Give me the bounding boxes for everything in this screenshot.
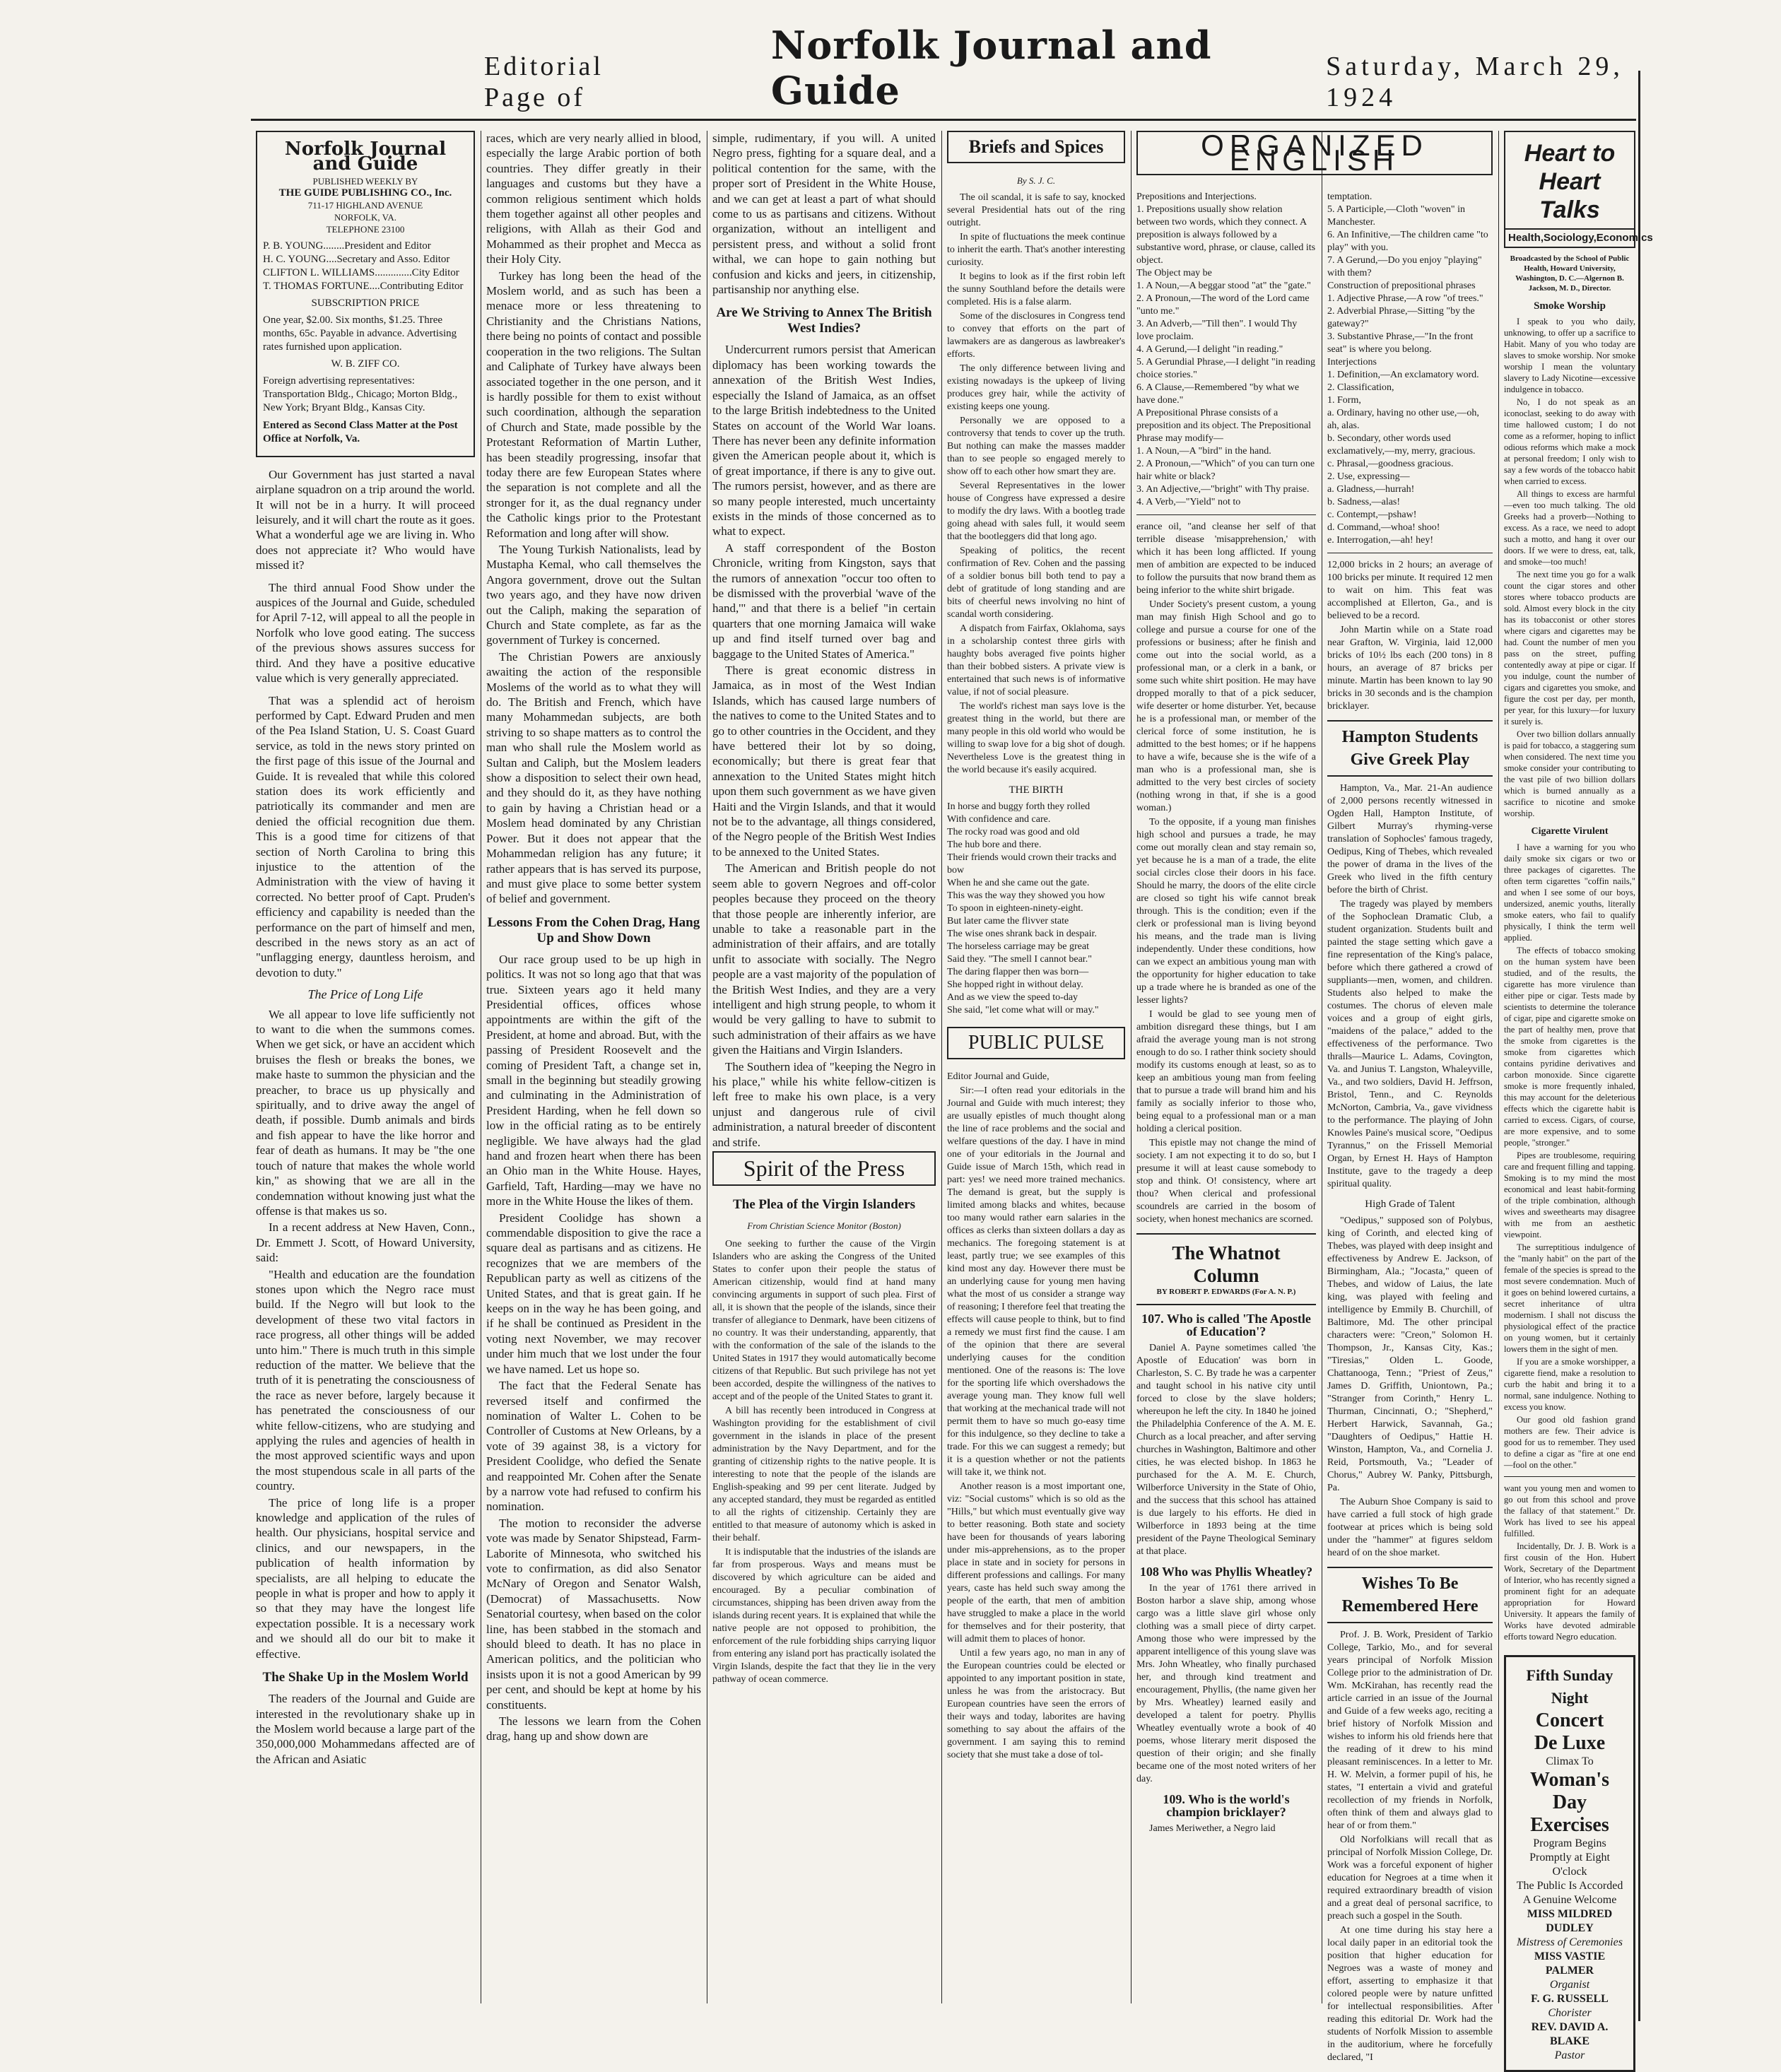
- headline-annex-west-indies: Are We Striving to Annex The British West Indies?: [716, 305, 932, 336]
- paragraph: The Christian Powers are anxiously awaiting the action of the responsible Moslems of the world as to what they will do. The British and French, which have many Mohammedan subjects, are both striving to so shape matters as to control the man who shall rule the Moslem world as Sultan and Caliph, but the Moslem leaders show a disposition to select their own head, and they should do it, as they have nothing to gain by having a Christian head or a Moslem head dominated by any Christian Power. But it does not appear that the Mohammedan religion has any future; it rather appears that is has served its purpose, and must give place to some better system of belief and government.: [486, 649, 701, 906]
- paragraph: At one time during his stay here a local daily paper in an editorial took the position that higher education for Negroes was a waste of money and effort, asserting to emphasize it that colored people were by nature unfitted for intellectual responsibilities. After reading this editorial Dr. Work had the students of Norfolk Mission to assemble in the auditorium, where he forcefully declared, "I: [1327, 1925, 1493, 2063]
- concert-line: Organist: [1549, 1979, 1590, 1991]
- masthead-left: Editorial Page of: [484, 52, 604, 112]
- whatnot-column-header: [1136, 1233, 1316, 1305]
- paragraph: Our good old fashion grand mothers are few. Their advice is good for us to remember. They used to define a cigar as "fire at one end—fool on the other.": [1504, 1415, 1635, 1470]
- telephone: TELEPHONE 23100: [326, 223, 405, 235]
- nameplate-box: [256, 131, 475, 457]
- headline-price-of-long-life: The Price of Long Life: [307, 987, 423, 1002]
- staff-line: T. THOMAS FORTUNE....Contributing Editor: [263, 280, 464, 292]
- paragraph: A bill has recently been introduced in Congress at Washington providing for the establishment of civil government in the islands in place of the present administration by the Navy Department, and for the granting of citizenship rights to the native people. It is interesting to note that the people of the islands are English-speaking and 99 per cent literate. Judged by any accepted standard, they must be regarded as entitled to all the rights of citizenship. Certainly they are entitled to that measure of autonomy which is asked in their behalf.: [712, 1405, 936, 1543]
- salutation: Editor Journal and Guide,: [947, 1071, 1050, 1082]
- headline-wishes-remembered: Wishes To Be Remembered Here: [1327, 1567, 1493, 1623]
- paragraph: The only difference between living and existing nowadays is the upkeep of living produces grey hair, while the activity of existing keeps one young.: [947, 363, 1125, 412]
- headline-hampton-greek-play: Hampton Students Give Greek Play: [1327, 720, 1493, 777]
- paragraph: Daniel A. Payne sometimes called 'the Apostle of Education' was born in Charleston, S. C. By trade he was a carpenter and taught school in his native city until forced to close by the slave holders; whereupon he left the city. In 1840 he joined the Philadelphia Conference of the A. M. E. Church as a local preacher, and after serving churches in Washington, Baltimore and other cities, he was elected bishop. In 1863 he purchased for the A. M. E. Church, Wilberforce University in the State of Ohio, and the success that this school has attained is due largely to his efforts. He died in Wilberforce in 1893 being at the time president of the Payne Theological Seminary at that place.: [1136, 1343, 1316, 1557]
- column-rule: [1498, 131, 1499, 2003]
- organized-english-header: ORGANIZED ENGLISH: [1136, 131, 1493, 175]
- publisher: THE GUIDE PUBLISHING CO., Inc.: [278, 187, 452, 199]
- paragraph: Prof. J. B. Work, President of Tarkio College, Tarkio, Mo., and for several years principal of Norfolk Mission College prior to the administration of Dr. Wm. McKirahan, has recently read the article carried in an issue of the Journal and Guide of a few weeks ago, reciting a brief history of Norfolk Mission and wishes to inform his old friends here that the reading of it drew to his mind pleasant reminiscences. In a letter to Mr. H. W. Melvin, a former pupil of his, he states, "I entertain a vivid and grateful recollection of my friends in Norfolk, often think of them and always glad to hear of or from them.": [1327, 1630, 1493, 1831]
- staff-line: P. B. YOUNG........President and Editor: [263, 240, 431, 252]
- staff-line: H. C. YOUNG....Secretary and Asso. Editor: [263, 253, 450, 265]
- column-rule: [1131, 131, 1132, 2003]
- question-107: 107. Who is called 'The Apostle of Education'?: [1141, 1312, 1311, 1338]
- paragraph: Undercurrent rumors persist that American diplomacy has been working towards the annexation of the British West Indies, especially the Island of Jamaica, as an offset to the large British indebtedness to the United States on account of the World War loans. There has never been any definite information given the American people about it, which is of great importance, if there is any to give out. The rumors persist, however, and as there are so many people interested, much uncertainty exists in the minds of those concerned as to what to expect.: [712, 343, 936, 538]
- concert-line: Fifth Sunday Night: [1526, 1666, 1614, 1707]
- paragraph: simple, rudimentary, if you will. A united Negro press, fighting for a square deal, and a political contention for the same, with the proper sort of President in the White House, and we can get at least a part of what should come to us as partisans and citizens. Without organization, without an intelligent and persistent press, and without a solid front withal, we can hope to gain nothing but confusion and kicks and jeers, in citizenship, partisanship nor anything else.: [712, 131, 936, 297]
- paragraph: James Meriwether, a Negro laid: [1149, 1823, 1276, 1834]
- paragraph: "Health and education are the foundation stones upon which the Negro race must build. If the Negro will but look to the development of these two vital factors in race progress, all other things will be added unto him." There is much truth in this simple reduction of the matter. We believe that the truth of it is penetrating the consciousness of the race as never before, largely because it has penetrated the consciousness of our white fellow-citizens, who are studying and applying the rules and agencies of health in the most approved scientific ways and upon the most stupendous scale in all parts of the country.: [256, 1267, 475, 1493]
- heart-to-heart-header: Heart to Heart Talks: [1504, 131, 1635, 230]
- headline-cigarette-virulent: Cigarette Virulent: [1531, 826, 1609, 837]
- briefs-and-spices-header: Briefs and Spices: [947, 131, 1125, 163]
- paragraph: A dispatch from Fairfax, Oklahoma, says in a scholarship contest three girls with haughty bobs averaged five points higher than their bobbed sisters. A private view is entertained that such news is of informative value, if not of social pleasure.: [947, 623, 1125, 697]
- byline: BY ROBERT P. EDWARDS (For A. N. P.): [1156, 1288, 1296, 1296]
- poem-title: THE BIRTH: [1009, 784, 1064, 796]
- concert-line: Concert: [1535, 1709, 1604, 1731]
- broadcast-note: Broadcasted by the School of Public Health, Howard University, Washington, D. C.—Algernon B. Jackson, M. D., Director.: [1510, 254, 1630, 293]
- city: NORFOLK, VA.: [334, 211, 396, 223]
- masthead: [251, 23, 1636, 113]
- paragraph: There is great economic distress in Jamaica, as in most of the West Indian Islands, which has caused large numbers of the natives to come to the United States and to go to other countries in the Occident, and they have bettered their lot by so doing, economically; but there is great fear that annexation to the United States might hitch upon them such government as we have given Haiti and the Virgin Islands, and that it would not be to the advantage, all things considered, of the Negro people of the British West Indies to be annexed to the United States.: [712, 664, 936, 859]
- heart-to-heart-subtitle: Health,Sociology,Economics: [1504, 230, 1635, 248]
- paragraph: Sir:—I often read your editorials in the Journal and Guide with much interest; they are usually epistles of much thought along the line of race problems and the social and welfare questions of the day. I have in mind one of your editorials in the Journal and Guide issue of March 15th, which read in part: yes! we need more trained mechanics. The demand is great, but the supply is limited among blacks and whites, because too many would rather earn salaries in the offices as clerks than sixteen dollars a day as mechanics. The foregoing statement is at least, partly true; we see examples of this kind most any day. However there must be an underlying cause for young men having what the most of us consider a strange way of reasoning; I therefore feel that treating the effects will cause people to think, but to find a remedy we must first find the cause. I am of the opinion that there are several underlying causes for the condition mentioned. One of the reasons is: The love for the sporting life which overshadows the average young man. They know full well that working at the mechanical trade will not permit them to have so much go-easy time for this indulgence, so they decline to take a trade. For this we can suggest a remedy; but it is a question whether or not the patients will take it, we think not.: [947, 1085, 1125, 1478]
- paragraph: In spite of fluctuations the meek continue to inherit the earth. That's another interesting curiosity.: [947, 232, 1125, 268]
- column-rule: [941, 131, 942, 2003]
- subscription-head: SUBSCRIPTION PRICE: [311, 297, 420, 309]
- question-108: 108 Who was Phyllis Wheatley?: [1139, 1565, 1313, 1579]
- paragraph: Some of the disclosures in Congress tend to convey that efforts on the part of lawmakers are as dangerous as lawbreaker's efforts.: [947, 311, 1125, 360]
- concert-line: MISS VASTIE PALMER: [1534, 1950, 1606, 1977]
- column-1: [256, 131, 475, 2011]
- paragraph: The Auburn Shoe Company is said to have carried a full stock of high grade footwear at prices which is being sold under the "hammer" at figures seldom heard of on the shoe market.: [1327, 1497, 1493, 1558]
- right-edge-rule: [1638, 71, 1640, 2021]
- concert-line: Exercises: [1530, 1814, 1609, 1836]
- paragraph: 12,000 bricks in 2 hours; an average of 100 bricks per minute. It required 12 men to wait on him. This feat was accomplished at Ellerton, Ga., and is believed to be a record.: [1327, 560, 1493, 621]
- byline: By S. J. C.: [1016, 175, 1056, 186]
- headline-cohen-drag: Lessons From the Cohen Drag, Hang Up and Show Down: [487, 914, 700, 946]
- paragraph: One seeking to further the cause of the Virgin Islanders who are asking the Congress of the United States to confer upon their people the status of American citizenship, would find at hand many convincing arguments in support of such plea. First of all, it is shown that the people of the islands, since their transfer of allegiance to Denmark, have been citizens of no country. It was their understanding, apparently, that with the conformation of the sale of the islands to the United States in 1917 they would automatically become citizens of that Republic. But such privilege has not yet been accorded, despite the willingness of the natives to accept and of the people of the United States to grant it.: [712, 1238, 936, 1402]
- column-2: [486, 131, 701, 2011]
- paragraph: Speaking of politics, the recent confirmation of Rev. Cohen and the passing of a soldier bonus bill both tend to pay a debt of gratitude of long standing and are bits of cheerful news involving no hint of scandal worth considering.: [947, 546, 1125, 620]
- concert-line: Program Begins Promptly at Eight O'clock: [1529, 1837, 1610, 1878]
- paragraph: The next time you go for a walk count the cigar stores and other stores where tobacco products are sold. Almost every block in the city has its tobacconist or other stores where cigars and cigarettes may be had. Count the number of men you pass on the street, puffing contentedly away at pipe or cigar. If you indulge, count the number of cigars and cigarettes you smoke, and figure the cost per day, per month, per year, for this luxury—for luxury it surely is.: [1504, 570, 1635, 726]
- headline-smoke-worship: Smoke Worship: [1534, 300, 1606, 312]
- paragraph: The readers of the Journal and Guide are interested in the revolutionary shake up in the Moslem world because a large part of the 350,000,000 Mohammedans affected are of the African and Asiatic: [256, 1692, 475, 1766]
- paragraph: A staff correspondent of the Boston Chronicle, writing from Kingston, says that the rumors of annexation "occur too often to be dismissed with the proverbial 'wave of the hand,'" and that there is a belief "in certain quarters that one morning Jamaica will wake up and find itself turned over bag and baggage to the United States of America.": [712, 541, 936, 661]
- divider: [1136, 514, 1316, 515]
- paragraph: The lessons we learn from the Cohen drag, hang up and show down are: [486, 1714, 701, 1743]
- address: 711-17 HIGHLAND AVENUE: [307, 199, 423, 211]
- column-7: [1504, 131, 1653, 2061]
- paragraph: If you are a smoke worshipper, a cigarette fiend, make a resolution to curb the habit and bring it to a normal, sane indulgence. Nothing to excess you know.: [1504, 1357, 1635, 1412]
- concert-line: Woman's Day: [1529, 1769, 1610, 1813]
- column-6: [1327, 191, 1493, 2063]
- source-line: From Christian Science Monitor (Boston): [747, 1220, 901, 1232]
- paragraph: In a recent address at New Haven, Conn., Dr. Emmett J. Scott, of Howard University, said:: [256, 1220, 475, 1265]
- paragraph: All things to excess are harmful—even too much talking. The old Greeks had a proverb—Nothing to excess. As a race, we need to adopt such a motto, and hang it over our doors. If we were to dress, eat, talk, and smoke—too much!: [1504, 489, 1635, 567]
- concert-line: Chorister: [1548, 2007, 1592, 2019]
- concert-line: Mistress of Ceremonies: [1517, 1936, 1623, 1948]
- paragraph: In the year of 1761 there arrived in Boston harbor a slave ship, among whose cargo was a little slave girl whose only clothing was a small piece of dirty carpet. Among those who were impressed by the apparent intelligence of this young slave was Mrs. John Wheatley, who finally purchased her, and through kind treatment and encouragement, Phyllis, (the name given her by Mrs. Wheatley) learned easily and developed a talent for poetry. Phyllis Wheatley eventually wrote a book of 40 poems, whose literary merit disposed the question of their origin; and she finally became one of the most noted writers of her day.: [1136, 1583, 1316, 1784]
- ziff-co: W. B. ZIFF CO.: [331, 358, 400, 370]
- concert-line: The Public Is Accorded A Genuine Welcome: [1516, 1880, 1623, 1906]
- question-109: 109. Who is the world's champion bricklayer?: [1163, 1792, 1290, 1819]
- paragraph: Our race group used to be up high in politics. It was not so long ago that that was true. Sixteen years ago it held many Presidential offices, offices whose appointments are within the gift of the President, at home and abroad. But, with the passing of President Roosevelt and the coming of President Taft, a change set in, small in the beginning but steadily growing and culminating in the Administration of President Harding, when he fell down so low in the official rating as to be entirely negligible. We have always had the glad hand and frozen heart when there has been an Ohio man in the White House. Hayes, Garfield, Taft, Harding—may we have no more in the White House the likes of them.: [486, 952, 701, 1208]
- divider: [1504, 1476, 1635, 1477]
- paragraph: Hampton, Va., Mar. 21-An audience of 2,000 persons recently witnessed in Ogden Hall, Hampton Institute, of Gilbert Murray's rhyming-verse translation of Sophocles' famous tragedy, Oedipus, King of Thebes, which revealed the power of drama in the lives of the Greek who lived in the fifth century before the birth of Christ.: [1327, 783, 1493, 895]
- paragraph: The Southern idea of "keeping the Negro in his place," while his white fellow-citizen is left free to make his own place, is a very unjust and dangerous rule of civil administration, a natural breeder of discontent and strife.: [712, 1059, 936, 1149]
- paragraph: The Young Turkish Nationalists, lead by Mustapha Kemal, who call themselves the Angora government, drove out the Sultan two years ago, and they have now driven out the Caliph, making the separation of Church and State complete, as far as the government of Turkey is concerned.: [486, 542, 701, 647]
- poem: In horse and buggy forth they rolled With confidence and care. The rocky road was good and old The hub bore and there. Their friends would crown their tracks and bow When he and she came out the gate. This was the way they showed you how To spoon in eighteen-ninety-eight. But later came the flivver state The wise ones shrank back in despair. The horseless carriage may be great Said they. "The smell I cannot bear." The daring flapper then was born— She hopped right in without delay. And as we view the speed to-day She said, "let come what will or may.": [947, 801, 1117, 1016]
- paragraph: Old Norfolkians will recall that as principal of Norfolk Mission College, Dr. Work was a forceful exponent of higher education for Negroes at a time when it required extraordinary breadth of vision and a great deal of personal sacrifice, to preach such a gospel in the South.: [1327, 1835, 1493, 1921]
- paragraph: It is indisputable that the industries of the islands are far from prosperous. Ways and means must be discovered by which agriculture can be aided and encouraged. By a peculiar combination of circumstances, shipping has been driven away from the islands during recent years. It is explained that while the native people are not opposed to prohibition, the enforcement of the rule forbidding ships carrying liquor from entering any island port has practically isolated the Virgin Islands, despite the fact that they lie in the very pathway of ocean commerce.: [712, 1546, 936, 1685]
- staff-list: [263, 240, 468, 293]
- masthead-date: Saturday, March 29, 1924: [1326, 52, 1624, 112]
- paragraph: The American and British people do not seem able to govern Negroes and off-color peoples because they proceed on the theory that those people are inherently inferior, are unable to take a reasonable part in the administration of their affairs, and are totally unfit to associate with socially. The Negro people are a vast majority of the population of the British West Indies, and they are a very intelligent and high strung people, to whom it would be very galling to have to submit to such administration of their affairs as we have given the Haitians and Virgin Islanders.: [712, 861, 936, 1057]
- column-4: [947, 131, 1125, 2011]
- masthead-rule: [251, 119, 1636, 121]
- nameplate: Norfolk Journal and Guide: [284, 139, 447, 175]
- paragraph: We all appear to love life sufficiently not to want to die when the summons comes. When we get sick, or have an accident which bruises the flesh or breaks the bones, we make haste to summon the physician and the preacher, to brace us up physically and spiritually, and to drive away the angel of death, if possible. Dumb animals and birds and fish appear to have the like horror and fear of death as humans. It may be "the one touch of nature that makes the whole world kin," as showing that we are all in the condemnation without knowing just what the offense is that makes us so.: [256, 1007, 475, 1218]
- paragraph: Until a few years ago, no man in any of the European countries could be elected or appointed to any important position in state, unless he was from the aristocracy. But European countries have seen the errors of their ways and today, laborites are having something to say about the affairs of the government. I am saying this to remind society that she must take a dose of tol-: [947, 1648, 1125, 1760]
- whatnot-title: The Whatnot: [1172, 1242, 1281, 1264]
- paragraph: Under Society's present custom, a young man may finish High School and go to college and pursue a course for one of the professions or business; after he finish and come out into the social world, as a professional man, or a clerk in a bank, or some such white shirt position. He may have dropped morally to that of a pick seducer, wife deserter or home disturber. Yet, because he is a professional man, or member of the clerical force of some institution, he is admitted to the best homes; or if he happens to have a wife, because she is the wife of a man who is a professional man, she is admitted to the very best circles of society (nothing wrong in that, if she is a good woman.): [1136, 599, 1316, 813]
- paragraph: Over two billion dollars annually is paid for tobacco, a staggering sum when considered. The next time you smoke consider your contributing to the vast pile of two billion dollars which is burned annually as a sacrifice to nicotine and smoke worship.: [1504, 729, 1635, 818]
- paragraph: President Coolidge has shown a commendable disposition to give the race a square deal as partisans and as citizens. He recognizes that we are members of the Republican party as well as citizens of the United States, and that is great gain. If he keeps on in the way he has been going, and if he shall be continued as President in the voting next November, we may recover under him much that we lost under the four we have named. Let us hope so.: [486, 1211, 701, 1376]
- paragraph: To the opposite, if a young man finishes high school and pursues a trade, he may come out morally clean and stay remain so, yet because he is a man of a trade, the elite social circles close their doors in his face. Should he marry, the doors of the elite circle are closed so tight his wife cannot break through. This is the condition; even if the clerk or professional man is living beyond his means, and the trade man is living independently. Under these conditions, how can we expect an ambitious young man with the opportunity for higher education to take up a trade where he is branded as one of the lesser lights?: [1136, 817, 1316, 1006]
- paragraph: The tragedy was played by members of the Sophoclean Dramatic Club, a student organization. Students built and painted the stage setting which gave a fine representation of the King's palace, before which there gathered a crowd of suppliants—men, women, and children. Students also helped to make the costumes. The chorus of eleven male voices and a group of eight girls, "maidens of the palace," added to the effectiveness of the performance. Two thralls—Maurice L. Adams, Covington, Va. and Junius T. Langston, Whaleyville, Va., and two soldiers, David H. Jeffrson, Bristol, Tenn., and C. Reynolds McNorton, Cambria, Va., gave vividness to the performance. The playing of John Knowles Paine's musical score, "Oedipus Tyrannus," on the Frissell Memorial Organ, by Ernest H. Hays of Hampton Institute, gave to the tragedy a deep spiritual quality.: [1327, 899, 1493, 1189]
- paragraph: Incidentally, Dr. J. B. Work is a first cousin of the Hon. Hubert Work, Secretary of the Department of Interior, who has recently signed a prominent fight for an adequate appropriation for Howard University. It appears the family of Works have devoted admirable efforts toward Negro education.: [1504, 1541, 1635, 1642]
- column-5: [1136, 191, 1316, 2011]
- paragraph: I have a warning for you who daily smoke six cigars or two or three packages of cigarettes. The often term cigarettes "coffin nails," and when I see some of our boys, undersized, anemic youths, literally smoke eaters, who fail to qualify physically, I think the term well applied.: [1504, 842, 1635, 943]
- paragraph: Personally we are opposed to a controversy that tends to cover up the truth. But nothing can make the masses madder than to see people so engaged merely to show off to each other how smart they are.: [947, 416, 1125, 477]
- paragraph: "Oedipus," supposed son of Polybus, king of Corinth, and elected king of Thebes, was played with deep insight and effectiveness by Andrew E. Jackson, of Birmingham, Ala.; "Jocasta," queen of Thebes, and widow of Laius, the late king, was played with feeling and intelligence by Emmily B. Churchill, of Baltimore, Md. The other principal characters were: "Creon," Solomon H. Thompson, Jr., Kansas City, Kas.; "Tiresias," Olden L. Goode, Chattanooga, Tenn.; "Priest of Zeus," James D. Griffith, Uniontown, Pa.; "Stranger from Corinth," Henry L. Thurman, Cincinnati, O.; "Shepherd," Herbert Harwick, Savannah, Ga.; "Daughters of Oedipus," Hattie H. Winston, Hampton, Va., and Cornelia J. Reid, Portsmouth, Va.; "Leader of Chorus," Aubrey W. Panky, Pittsburgh, Pa.: [1327, 1215, 1493, 1493]
- public-pulse-header: PUBLIC PULSE: [947, 1027, 1125, 1059]
- concert-advertisement: [1504, 1655, 1635, 2072]
- published-line: PUBLISHED WEEKLY BY: [312, 175, 418, 187]
- paragraph: The oil scandal, it is safe to say, knocked several Presidential hats out of the ring outright.: [947, 192, 1125, 228]
- spirit-of-the-press-header: Spirit of the Press: [712, 1151, 936, 1186]
- concert-line: De Luxe: [1534, 1732, 1606, 1754]
- paragraph: John Martin while on a State road near Grafton, W. Virginia, laid 12,000 bricks of 10½ lbs each (200 tons) in 8 hours, an average of 87 bricks per minute. Martin has been known to lay 90 bricks in 30 seconds and is the champion bricklayer.: [1327, 625, 1493, 712]
- paragraph: The world's richest man says love is the greatest thing in the world, but there are many people in this old world who would be willing to swap love for a big shot of dough. Nevertheless Love is the greatest thing in the world because it's easily acquired.: [947, 701, 1125, 775]
- subhead-high-grade-talent: High Grade of Talent: [1365, 1199, 1455, 1210]
- column-3: [712, 131, 936, 2011]
- concert-line: F. G. RUSSELL: [1531, 1993, 1609, 2005]
- paragraph: Pipes are troublesome, requiring care and frequent filling and tapping. Smoking is to my mind the most economical and least habit-forming of the triple combination, although wives and sweethearts may disagree with me from an aesthetic viewpoint.: [1504, 1150, 1635, 1240]
- paragraph: The effects of tobacco smoking on the human system have been studied, and of the results, the cigarette has more virulence than either pipe or cigar. Tests made by scientists to determine the tolerance of cigar, pipe and cigarette smoke on the part of healthy men, prove that the smoke from cigarettes is the smoke from cigarettes which contains pyridine derivatives and carbon monoxide. Since cigarette smoke is more frequently inhaled, this may account for the deleterious effects which the cigarette habit is carried to excess. Cigars, of course, are more expensive, and to some people, "stronger.": [1504, 946, 1635, 1148]
- headline-moslem-world: The Shake Up in the Moslem World: [262, 1670, 469, 1685]
- paragraph: Several Representatives in the lower house of Congress have expressed a desire to modify the dry laws. With a bootleg trade going ahead with sales full, it would seem that the bootleggers did that long ago.: [947, 481, 1125, 542]
- whatnot-subtitle: Column: [1193, 1265, 1259, 1286]
- paragraph: races, which are very nearly allied in blood, especially the large Arabic portion of both countries. They differ greatly in their languages and customs but they have a common religious sentiment which holds them together against all other peoples and religions, with Allah as their God and Mohammed as their prophet and Mecca as their Holy City.: [486, 131, 701, 266]
- paragraph: This epistle may not change the mind of society. I am not expecting it to do so, but I presume it will at least cause somebody to stop and think. O! consistency, where art thou? When clerical and professional scoundrels are carried in the bosom of society, when honest mechanics are scorned.: [1136, 1138, 1316, 1225]
- staff-line: CLIFTON L. WILLIAMS..............City Editor: [263, 266, 459, 278]
- grammar-list: Prepositions and Interjections. 1. Prepositions usually show relation between two words, which they connect. A preposition is always followed by a substantive word, phrase, or clause, called its object. The Object may be 1. A Noun,—A beggar stood "at" the "gate." 2. A Pronoun,—The word of the Lord came "unto me." 3. An Adverb,—"Till then". I would Thy love proclaim. 4. A Gerund,—I delight "in reading." 5. A Gerundial Phrase,—I delight "in reading choice stories." 6. A Clause,—Remembered "by what we have done." A Prepositional Phrase consists of a preposition and its object. The Prepositional Phrase may modify— 1. A Noun,—A "bird" in the hand. 2. A Pronoun,—"Which" of you can turn one hair white or black? 3. An Adjective,—"bright" with Thy praise. 4. A Verb,—"Yield" not to: [1136, 192, 1316, 507]
- concert-line: MISS MILDRED DUDLEY: [1527, 1908, 1613, 1934]
- paragraph: The fact that the Federal Senate has reversed itself and confirmed the nomination of Walter L. Cohen to be Controller of Customs at New Orleans, by a vote of 39 against 38, is a victory for President Coolidge, who defied the Senate and reappointed Mr. Cohen after the Senate by a narrow vote had refused to confirm his nomination.: [486, 1379, 701, 1514]
- paragraph: The price of long life is a proper knowledge and application of the rules of health. Our physicians, hospital service and clinics, and our newspapers, in the publication of health information by specialists, are all helping to educate the people in what is proper and how to apply it so that they may have the longest life expectation possible. It is a necessary work and we should all do our bit to make it effective.: [256, 1495, 475, 1661]
- headline-virgin-islanders: The Plea of the Virgin Islanders: [732, 1197, 916, 1213]
- organized-english-banner: [1136, 129, 1493, 177]
- paragraph: The third annual Food Show under the auspices of the Journal and Guide, scheduled for April 7-12, will appeal to all the people in Norfolk who love good eating. The success of the previous shows assures success for third. And they have a positive educative value which is very generally appreciated.: [256, 580, 475, 685]
- entered-notice: Entered as Second Class Matter at the Post Office at Norfolk, Va.: [263, 419, 458, 445]
- paragraph: I would be glad to see young men of ambition disregard these things, but I am afraid the average young man is not strong enough to do so. I rather think society should modify its customs enough at least, so as to keep an ambitious young man from feeling that to pursue a trade will brand him and his family as socially inferior to those who, being equal to a professional man or a man holding a clerical position.: [1136, 1009, 1316, 1134]
- grammar-list: temptation. 5. A Participle,—Cloth "woven" in Manchester. 6. An Infinitive,—The children came "to play" with you. 7. A Gerund,—Do you enjoy "playing" with them? Construction of prepositional phrases 1. Adjective Phrase,—A row "of trees." 2. Adverbial Phrase,—Sitting "by the gateway?" 3. Substantive Phrase,—"In the front seat" is where you belong. Interjections 1. Definition,—An exclamatory word. 2. Classification, 1. Form, a. Ordinary, having no other use,—oh, ah, alas. b. Secondary, other words used exclamatively,—my, merry, gracious. c. Phrasal,—goodness gracious. 2. Use, expressing— a. Gladness,—hurrah! b. Sadness,—alas! c. Contempt,—pshaw! d. Command,—whoa! shoo! e. Interrogation,—ah! hey!: [1327, 192, 1488, 546]
- paragraph: I speak to you who daily, unknowing, to offer up a sacrifice to Habit. Many of you who today are slaves to smoke worship. Nor smoke worship I mean the voluntary slavery to Lady Nicotine—excessive indulgence in tobacco.: [1504, 317, 1635, 394]
- subscription-text: One year, $2.00. Six months, $1.25. Three months, 65c. Payable in advance. Advertising rates furnished upon application.: [263, 314, 457, 353]
- foreign-representatives: Foreign advertising representatives: Transportation Bldg., Chicago; Morton Bldg., New York; Bryant Bldg., Kansas City.: [263, 375, 458, 413]
- concert-line: Climax To: [1546, 1755, 1594, 1767]
- paragraph: It begins to look as if the first robin left the sunny Southland before the details were completed. His is a false alarm.: [947, 271, 1125, 307]
- masthead-title: Norfolk Journal and Guide: [770, 23, 1212, 113]
- paragraph: That was a splendid act of heroism performed by Capt. Edward Pruden and men of the Pea Island Station, U. S. Coast Guard service, as told in the news story printed on the first page of this issue of the Journal and Guide. It is revealed that while this colored station does its work efficiently and patriotically its commander and men are denied the official recognition due them. This is a good time for citizens of that section of North Carolina to bring this injustice to the attention of the Administration with the view of having it corrected. No better proof of Capt. Pruden's efficiency and capability is needed than the performance on the part of himself and men, described in the news story as an act of "unflagging energy, dauntless heroism, and devotion to duty.": [256, 693, 475, 979]
- paragraph: Another reason is a most important one, viz: "Social customs" which is so old as the "Hills," but which must eventually give way to better reasoning. Both state and society have been for thousands of years laboring under mis-apprehensions, as to the proper place in state and in society for persons in different professions and callings. For many years, caste has held such sway among the people of the earth, that men of ambition have struggled to make a place in the world for themselves and for their posterity, that will admit them to places of honor.: [947, 1481, 1125, 1644]
- paragraph: erance oil, "and cleanse her self of that terrible disease 'misapprehension,' with which it has been long afflicted. If young men of ambition are expected to be induced to follow the pursuits that now brand them as being inferior to the white shirt brigade.: [1136, 522, 1316, 596]
- concert-line: REV. DAVID A. BLAKE: [1531, 2021, 1609, 2047]
- paragraph: The surreptitious indulgence of the "manly habit" on the part of the female of the species is spread to the most severe condemnation. Much of it goes on behind lowered curtains, a secret inheritance of ultra modernism. I shall not discuss the physiological effect of the practice on young women, but it certainly lowers them in the sight of men.: [1504, 1242, 1635, 1354]
- paragraph: No, I do not speak as an iconoclast, seeking to do away with time hallowed custom; I do not come as a reformer, hoping to inflict odious reforms which make a mock at personal freedom; I only wish to say a few words of the tobacco habit when carried to excess.: [1504, 397, 1635, 486]
- concert-line: Pastor: [1554, 2049, 1585, 2061]
- paragraph: want you young men and women to go out from this school and prove the fallacy of that statement." Dr. Work has lived to see his appeal fulfilled.: [1504, 1483, 1635, 1538]
- paragraph: Our Government has just started a naval airplane squadron on a trip around the world. It will not be in a hurry. It will proceed leisurely, and it will chart the route as it goes. What a wonderful age we are living in. Who does not appreciate it? Who would have missed it?: [256, 467, 475, 572]
- paragraph: Turkey has long been the head of the Moslem world, and as such has been a menace more or less threatening to Christianity and the Christians Nations, there being no points of contact and possible cooperation in the two religions. The Sultan and Caliphate of Turkey have always been associated together in the one person, and it is hardly possible for them to exist without such coordination, although the separation of Church and State, made possible by the Protestant Reformation of Martin Luther, has been steadily progressing, insofar that today there are few European States where the separation is not complete and all the stronger for it, as the dual regnancy under the Catholic kings prior to the Protestant Reformation and long after will show.: [486, 269, 701, 540]
- paragraph: The motion to reconsider the adverse vote was made by Senator Shipstead, Farm-Laborite of Minnesota, who switched his vote to confirmation, as did also Senator McNary of Oregon and Senator Walsh, (Democrat) of Massachusetts. Now Senatorial courtesy, when based on the color line, has been stabbed in the stomach and should bleed to death. It has no place in American politics, and the politician who insists upon it is not a good American by 99 per cent, and should be kept at home by his constituents.: [486, 1516, 701, 1712]
